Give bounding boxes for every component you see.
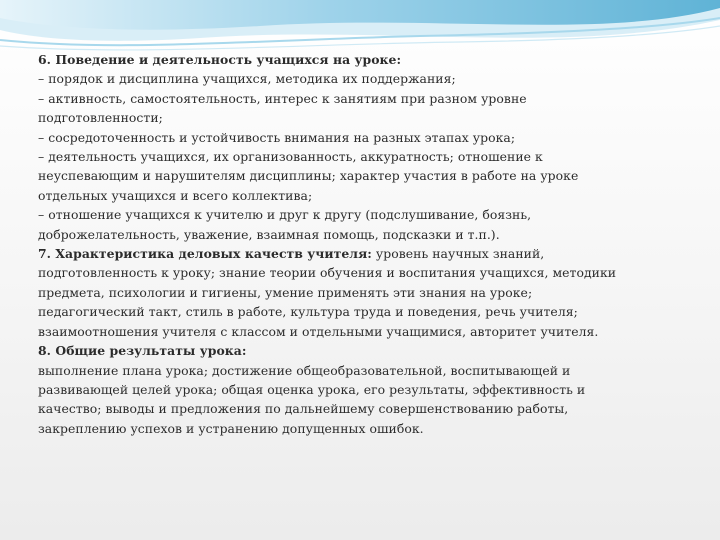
line-9: доброжелательность, уважение, взаимная помощь, подсказки и т.п.). [38,226,500,242]
section-7-text-0: уровень научных знаний, [371,246,545,262]
line-8: – отношение учащихся к учителю и друг к другу (подслушивание, боязнь, [38,207,532,223]
section-7-text-3: педагогический такт, стиль в работе, культура труда и поведения, речь учителя; [38,304,578,320]
section-8-heading: 8. Общие результаты урока: [38,343,247,359]
section-7-text-4: взаимоотношения учителя с классом и отдельными учащимися, авторитет учителя. [38,323,599,339]
section-7-first-line [38,244,688,263]
line-7: отдельных учащихся и всего коллектива; [38,187,313,203]
line-6: неуспевающим и нарушителям дисциплины; характер участия в работе на уроке [38,168,579,184]
section-7-text-2: предмета, психологии и гигиены, умение применять эти знания на уроке; [38,284,533,300]
line-5: – деятельность учащихся, их организованность, аккуратность; отношение к [38,149,543,165]
section-8-text-2: качество; выводы и предложения по дальнейшему совершенствованию работы, [38,401,569,417]
section-7-text-1: подготовленность к уроку; знание теории обучения и воспитания учащихся, методики [38,265,617,281]
section-8-text-0: выполнение плана урока; достижение общеобразовательной, воспитывающей и [38,362,571,378]
line-1: – порядок и дисциплина учащихся, методика их поддержания; [38,71,456,87]
section-8-text-3: закреплению успехов и устранению допущенных ошибок. [38,420,424,436]
slide-text [38,50,688,438]
line-2: – активность, самостоятельность, интерес к занятиям при разном уровне [38,90,527,106]
line-3: подготовленности; [38,110,163,126]
section-7-heading: 7. Характеристика деловых качеств учителя: [38,246,372,262]
section-8-text-1: развивающей целей урока; общая оценка урока, его результаты, эффективность и [38,381,586,397]
line-4: – сосредоточенность и устойчивость внимания на разных этапах урока; [38,129,516,145]
line-0: 6. Поведение и деятельность учащихся на уроке: [38,52,402,67]
